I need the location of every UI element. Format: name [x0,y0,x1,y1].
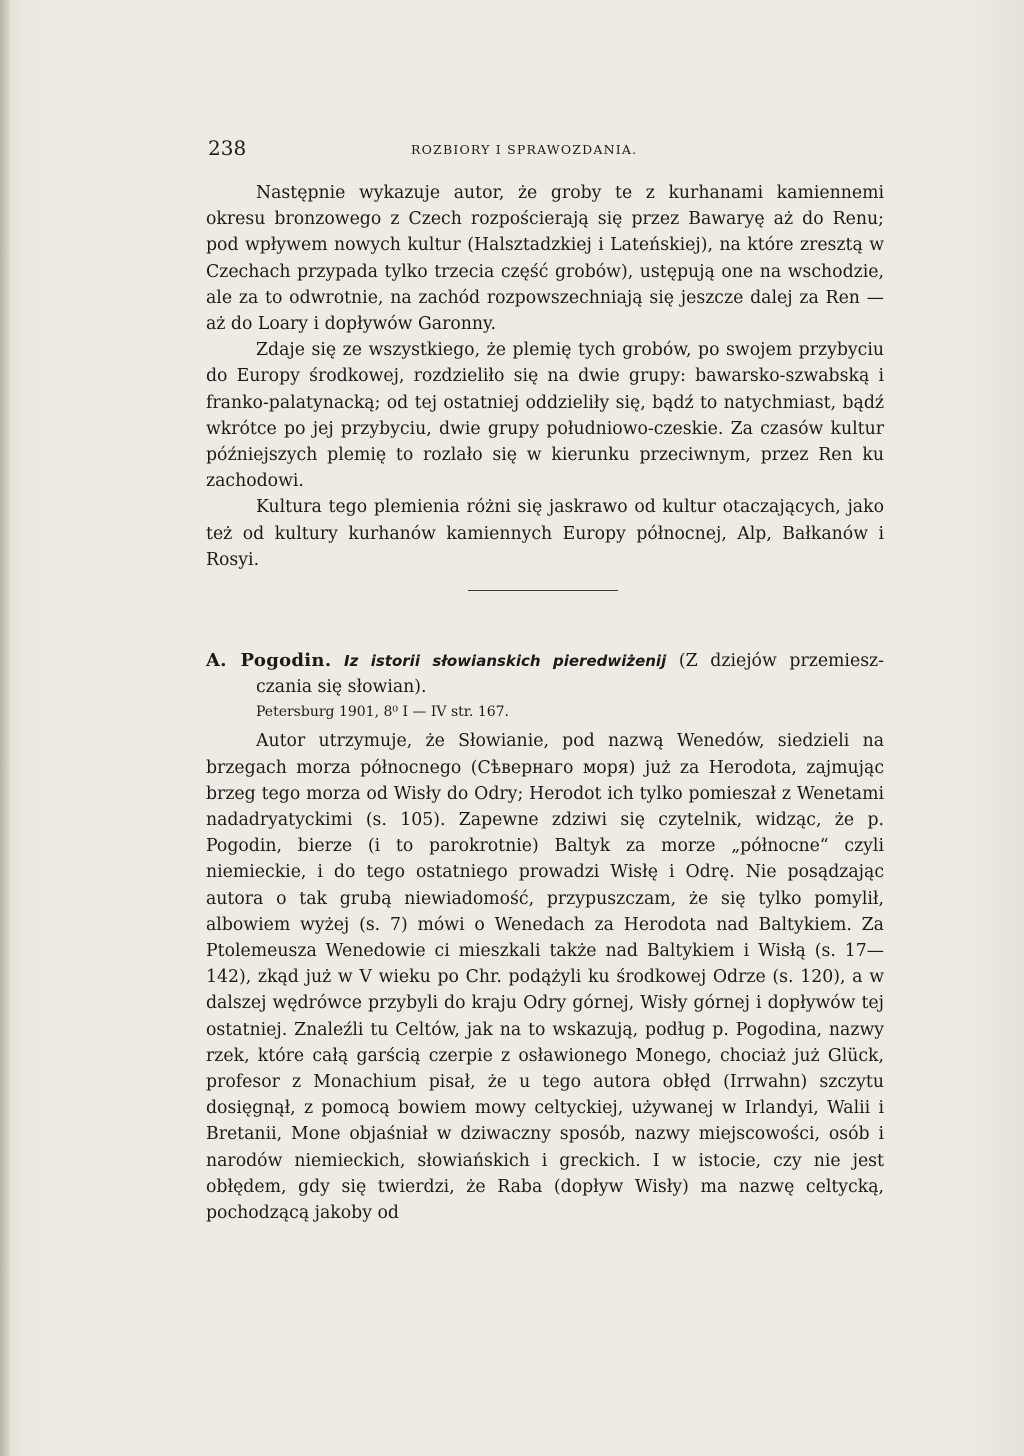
page-header [208,136,884,160]
running-head: ROZBIORY I SPRAWOZDANIA. [411,142,638,157]
paragraph: Kultura tego plemienia różni się jaskrawo od kultur otaczających, jako też od kultury kurhanów kamiennych Europy północnej, Alp, Bałkanów i Rosyi. [206,497,884,570]
review-text [206,728,884,1226]
page-number: 238 [208,136,247,160]
review-author: A. Pogodin. [206,650,332,671]
review-title: Iz istorii słowianskich pieredwiżenij [344,652,667,670]
article-body [206,180,884,573]
section-divider [468,590,618,591]
book-spine-shadow [0,0,10,1456]
paragraph: Następnie wykazuje autor, że groby te z kurhanami kamiennemi okresu bronzowego z Czech rozpościerają się przez Bawaryę aż do Renu; pod wpływem nowych kultur (Halsztadzkiej i Lateńskiej), na które zresztą w Czechach przypada tylko trzecia część grobów), ustępują one na wschodzie, ale za to odwrotnie, na zachód rozpowszechniają się jeszcze dalej za Ren — aż do Loary i dopływów Garonny. [206,183,884,335]
review-heading [206,648,884,674]
book-review [206,648,884,1226]
review-imprint: Petersburg 1901, 8⁰ I — IV str. 167. [256,704,510,721]
paragraph: Zdaje się ze wszystkiego, że plemię tych grobów, po swojem przybyciu do Europy środkowej, rozdzieliło się na dwie grupy: bawarsko-szwabską i franko-palatynacką; od tej ostatniej oddzieliły się, bądź to natychmiast, bądź wkrótce po jej przybyciu, dwie grupy południowo-czeskie. Za czasów kultur późniejszych plemię to rozlało się w kierunku przeciwnym, przez Ren ku zachodowi. [206,340,884,492]
review-title-translation-end: czania się słowian). [256,677,427,698]
paragraph: Autor utrzymuje, że Słowianie, pod nazwą Wenedów, siedzieli na brzegach morza północnego (Сѣвернаго моря) już za Herodota, zajmując brzeg tego morza od Wisły do Odry; Herodot ich tylko pomieszał z Wenetami nadadryatyckimi (s. 105). Zapewne zdziwi się czytelnik, widząc, że p. Pogodin, bierze (i to parokrotnie) Baltyk za morze „północne“ czyli niemieckie, i do tego ostatniego prowadzi Wisłę i Odrę. Nie posądzając autora o tak grubą niewiadomość, przypuszczam, że się tylko pomylił, albowiem wyżej (s. 7) mówi o Wenedach za Herodota nad Baltykiem. Za Ptolemeusza Wenedowie ci mieszkali także nad Baltykiem i Wisłą (s. 17—142), zkąd już w V wieku po Chr. podążyli ku środkowej Odrze (s. 120), a w dalszej wędrówce przybyli do kraju Odry górnej, Wisły górnej i dopływów tej ostatniej. Znaleźli tu Celtów, jak na to wskazują, podług p. Pogodina, nazwy rzek, które całą garścią czerpie z osławionego Monego, chociaż już Glück, profesor z Monachium pisał, że u tego autora obłęd (Irrwahn) szczytu dosięgnął, z pomocą bowiem mowy celtyckiej, używanej w Irlandyi, Walii i Bretanii, Mone objaśniał w dziwaczny sposób, nazwy miejscowości, osób i narodów niemieckich, słowiańskich i greckich. I w istocie, czy nie jest obłędem, gdy się twierdzi, że Raba (dopływ Wisły) ma nazwę celtycką, pochodzącą jakoby od [206,731,884,1224]
review-title-translation: (Z dziejów przemiesz- [678,651,885,671]
